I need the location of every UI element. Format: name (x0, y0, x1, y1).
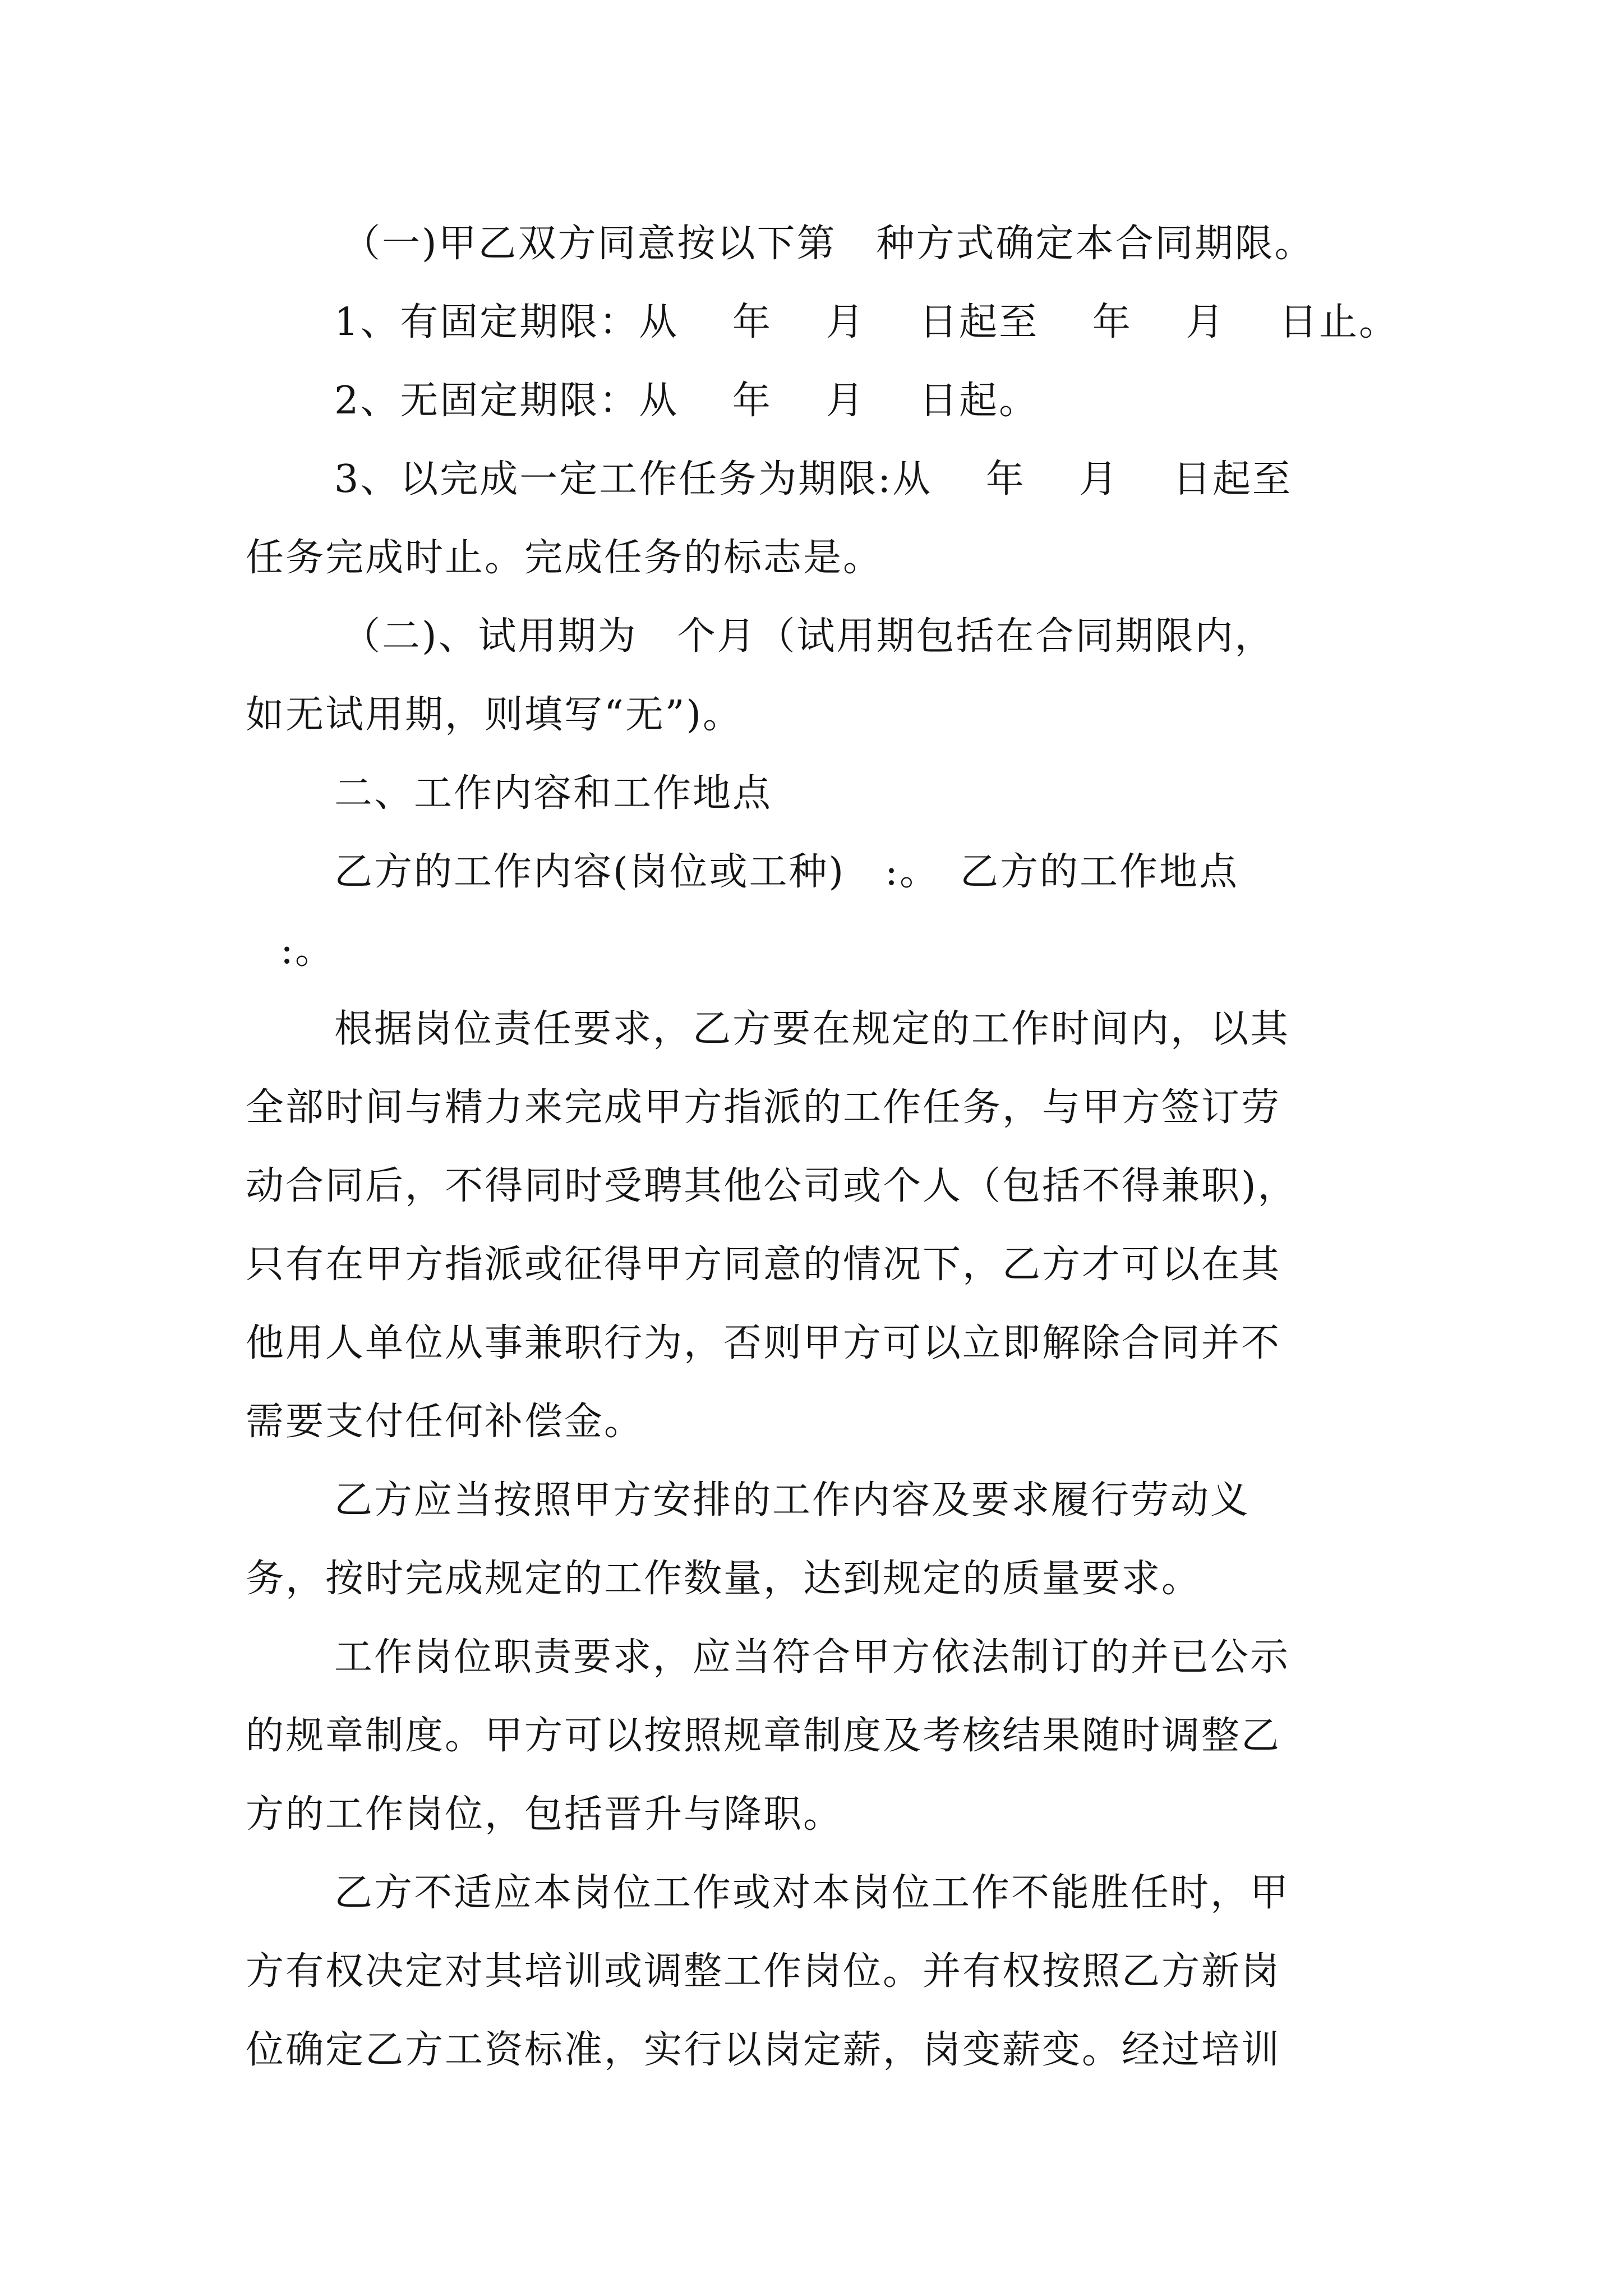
paragraph-line: 务，按时完成规定的工作数量，达到规定的质量要求。 (246, 1557, 1202, 1601)
probation-line-cont: 如无试用期，则填写“无”)。 (246, 693, 743, 737)
paragraph-line: 只有在甲方指派或征得甲方同意的情况下，乙方才可以在其 (246, 1243, 1281, 1287)
paragraph-line: 根据岗位责任要求，乙方要在规定的工作时间内，以其 (334, 1007, 1290, 1051)
work-location-line: :。 (280, 928, 335, 973)
paragraph-line: 需要支付任何补偿金。 (246, 1400, 644, 1444)
paragraph-line: 乙方不适应本岗位工作或对本岗位工作不能胜任时，甲 (334, 1871, 1290, 1915)
task-term-line-cont: 任务完成时止。完成任务的标志是。 (246, 536, 883, 580)
paragraph-line: 方的工作岗位，包括晋升与降职。 (246, 1792, 843, 1837)
open-term-line: 2、无固定期限：从 年 月 日起。 (334, 379, 1039, 423)
contract-term-heading: （一)甲乙双方同意按以下第 种方式确定本合同期限。 (342, 222, 1315, 266)
paragraph-line: 乙方应当按照甲方安排的工作内容及要求履行劳动义 (334, 1478, 1251, 1522)
paragraph-line: 工作岗位职责要求，应当符合甲方依法制订的并已公示 (334, 1635, 1290, 1680)
probation-line: （二)、试用期为 个月（试用期包括在合同期限内， (342, 614, 1275, 659)
work-content-line: 乙方的工作内容(岗位或工种) :。 乙方的工作地点 (334, 850, 1239, 894)
paragraph-line: 的规章制度。甲方可以按照规章制度及考核结果随时调整乙 (246, 1714, 1281, 1758)
paragraph-line: 动合同后，不得同时受聘其他公司或个人（包括不得兼职)， (246, 1164, 1298, 1208)
task-term-line: 3、以完成一定工作任务为期限:从 年 月 日起至 (334, 457, 1293, 501)
section-two-heading: 二、工作内容和工作地点 (334, 771, 773, 816)
paragraph-line: 全部时间与精力来完成甲方指派的工作任务，与甲方签订劳 (246, 1085, 1281, 1130)
paragraph-line: 方有权决定对其培训或调整工作岗位。并有权按照乙方新岗 (246, 1949, 1281, 1994)
paragraph-line: 他用人单位从事兼职行为，否则甲方可以立即解除合同并不 (246, 1321, 1281, 1365)
fixed-term-line: 1、有固定期限：从 年 月 日起至 年 月 日止。 (334, 300, 1399, 344)
paragraph-line: 位确定乙方工资标准，实行以岗定薪，岗变薪变。经过培训 (246, 2028, 1281, 2072)
